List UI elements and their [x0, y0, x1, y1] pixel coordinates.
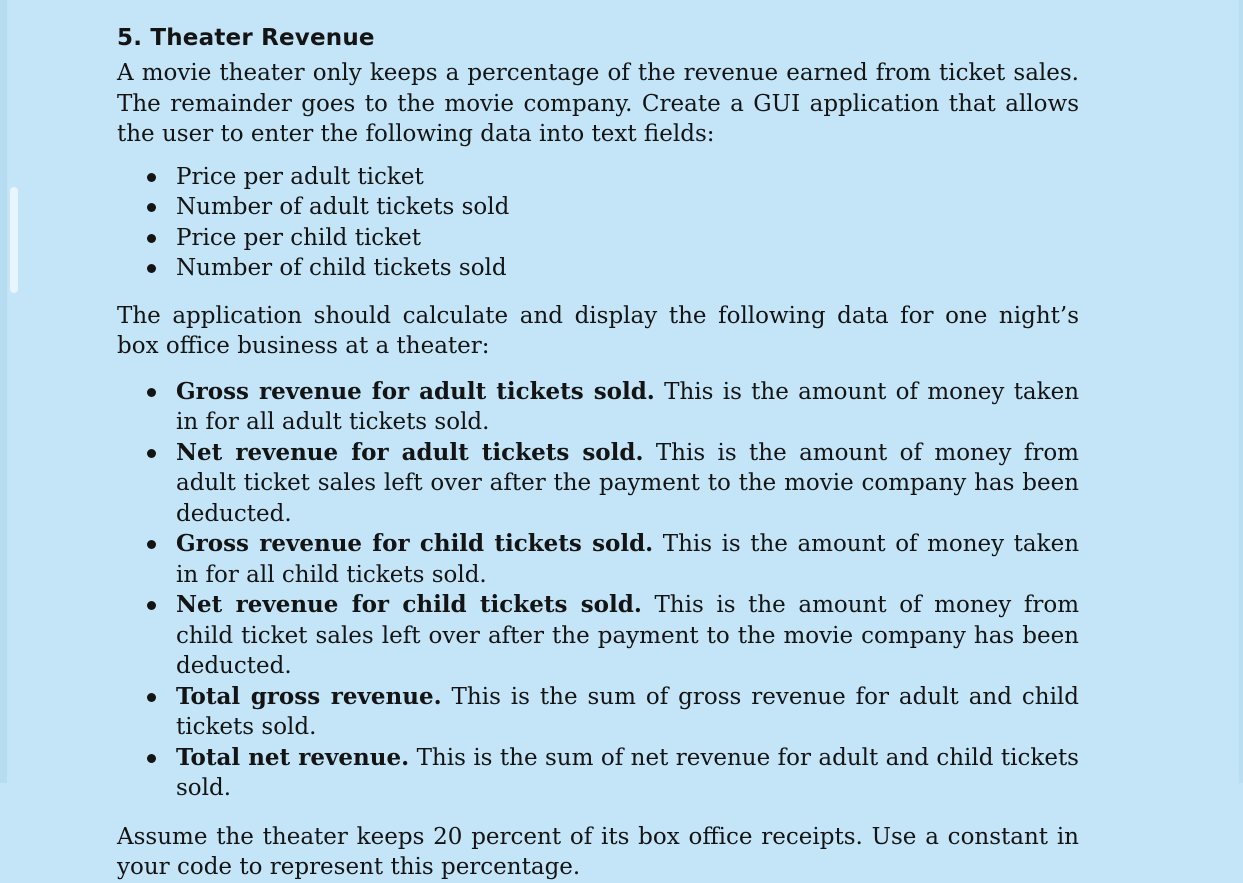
list-item-text: Price per child ticket: [176, 224, 421, 251]
list-item: [117, 253, 1079, 284]
list-item: [117, 223, 1079, 254]
bullet-icon: [147, 693, 156, 702]
list-item: [117, 377, 1079, 438]
bullet-icon: [147, 754, 156, 763]
list-item-text: Number of child tickets sold: [176, 255, 507, 281]
bullet-icon: [147, 234, 156, 243]
left-margin-strip: [0, 0, 7, 783]
list-item-description: This is the amount of money taken in for all child tickets sold.: [176, 531, 1080, 588]
list-item-description: This is the amount of money taken in for all adult tickets sold.: [176, 378, 1080, 435]
right-margin-strip: [1239, 0, 1243, 783]
list-item-term: Total net revenue.: [176, 743, 410, 771]
list-item: [117, 529, 1079, 590]
exercise-heading: 5. Theater Revenue: [117, 25, 375, 51]
bullet-icon: [147, 540, 156, 549]
bullet-icon: [147, 601, 156, 610]
bullet-icon: [147, 449, 156, 458]
list-item-description: This is the amount of money from adult ticket sales left over after the payment to the movie company has been deducted.: [176, 439, 1079, 527]
list-item-description: This is the amount of money from child ticket sales left over after the payment to the movie company has been deducted.: [176, 592, 1080, 679]
input-fields-list: [117, 162, 1079, 284]
bullet-icon: [147, 388, 156, 397]
list-item-term: Total gross revenue.: [176, 682, 442, 710]
list-item-text: Number of adult tickets sold: [176, 194, 510, 220]
calculation-intro-paragraph: The application should calculate and display the following data for one night’s box office business at a theater:: [117, 302, 1079, 359]
list-item-description: This is the sum of gross revenue for adult and child tickets sold.: [176, 683, 1080, 740]
list-item-term: Gross revenue for child tickets sold.: [176, 530, 654, 557]
scroll-indicator[interactable]: [10, 187, 18, 293]
output-data-list: [117, 377, 1079, 804]
list-item-description: This is the sum of net revenue for adult and child tickets sold.: [176, 744, 1079, 801]
list-item: [117, 590, 1079, 682]
exercise-content: [117, 20, 1079, 883]
list-item-term: Gross revenue for adult tickets sold.: [176, 377, 655, 405]
bullet-icon: [147, 203, 156, 212]
list-item-term: Net revenue for child tickets sold.: [176, 591, 642, 618]
list-item-term: Net revenue for adult tickets sold.: [176, 438, 644, 466]
list-item: [117, 162, 1079, 193]
bullet-icon: [147, 173, 156, 182]
list-item: [117, 743, 1079, 804]
list-item-text: Price per adult ticket: [176, 163, 424, 190]
intro-paragraph: A movie theater only keeps a percentage of the revenue earned from ticket sales. The remainder goes to the movie company. Create a GUI application that allows the user to enter the following data into text fields:: [117, 60, 1079, 147]
list-item: [117, 682, 1079, 743]
list-item: [117, 192, 1079, 223]
list-item: [117, 438, 1079, 530]
bullet-icon: [147, 264, 156, 273]
closing-paragraph: Assume the theater keeps 20 percent of its box office receipts. Use a constant in your code to represent this percentage.: [117, 823, 1079, 880]
